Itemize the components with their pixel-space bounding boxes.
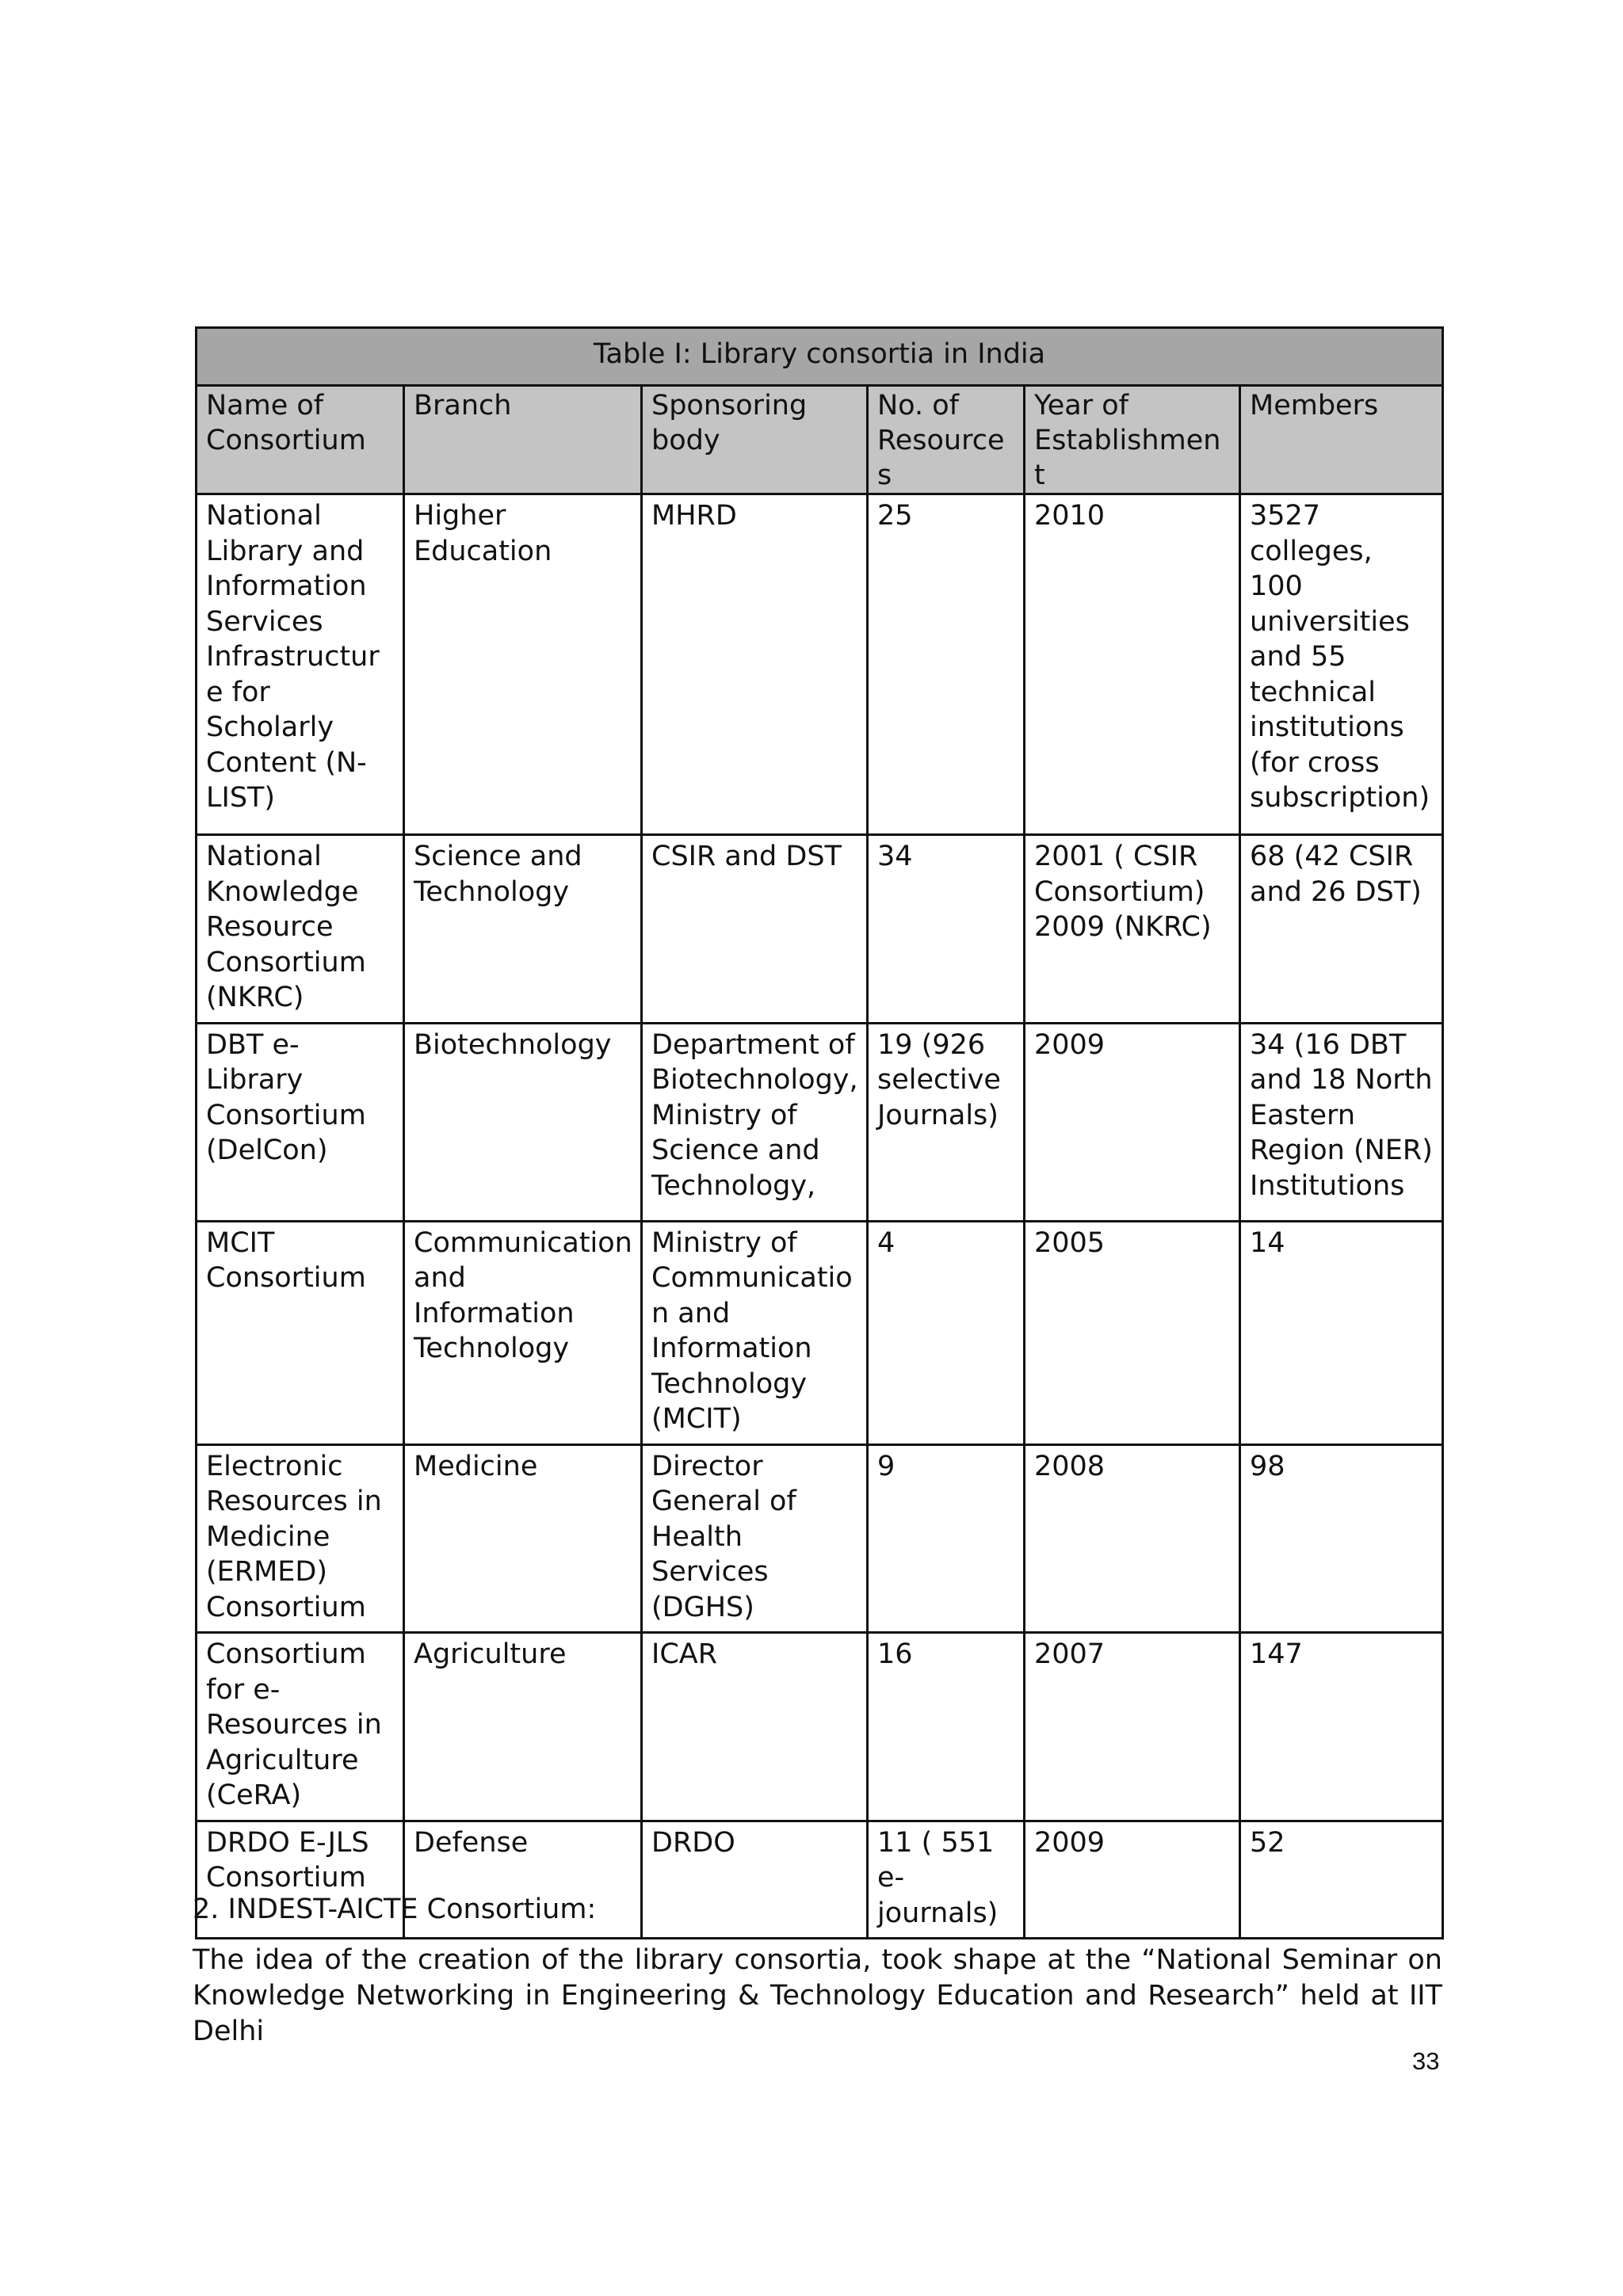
cell-branch: Science and Technology [404, 835, 642, 1024]
cell-resources: 4 [868, 1221, 1025, 1444]
header-name: Name of Consortium [197, 386, 404, 494]
cell-branch: Biotechnology [404, 1023, 642, 1221]
cell-year: 2009 [1025, 1023, 1240, 1221]
cell-name: Electronic Resources in Medicine (ERMED) Consortium [197, 1444, 404, 1633]
cell-sponsor: CSIR and DST [642, 835, 868, 1024]
cell-resources: 9 [868, 1444, 1025, 1633]
cell-branch: Medicine [404, 1444, 642, 1633]
table-row [197, 494, 1443, 835]
cell-resources: 25 [868, 494, 1025, 835]
cell-sponsor: Ministry of Communication and Information Technology (MCIT) [642, 1221, 868, 1444]
library-consortia-table [195, 326, 1444, 1939]
cell-resources: 19 (926 selective Journals) [868, 1023, 1025, 1221]
cell-sponsor: Director General of Health Services (DGHS) [642, 1444, 868, 1633]
cell-name: National Knowledge Resource Consortium (NKRC) [197, 835, 404, 1024]
cell-year: 2009 [1025, 1821, 1240, 1939]
header-sponsor: Sponsoring body [642, 386, 868, 494]
cell-name: Consortium for e-Resources in Agriculture (CeRA) [197, 1633, 404, 1821]
cell-year: 2007 [1025, 1633, 1240, 1821]
table-caption: Table I: Library consortia in India [197, 328, 1443, 386]
cell-members: 147 [1240, 1633, 1443, 1821]
cell-sponsor: Department of Biotechnology, Ministry of Science and Technology, [642, 1023, 868, 1221]
cell-year: 2010 [1025, 494, 1240, 835]
section-heading: 2. INDEST-AICTE Consortium: [193, 1894, 597, 1925]
cell-members: 34 (16 DBT and 18 North Eastern Region (NER) Institutions [1240, 1023, 1443, 1221]
cell-members: 52 [1240, 1821, 1443, 1939]
cell-name: DBT e-Library Consortium (DelCon) [197, 1023, 404, 1221]
table-header-row [197, 386, 1443, 494]
header-year: Year of Establishment [1025, 386, 1240, 494]
table-caption-row [197, 328, 1443, 386]
header-branch: Branch [404, 386, 642, 494]
table-row [197, 1633, 1443, 1821]
cell-resources: 34 [868, 835, 1025, 1024]
header-members: Members [1240, 386, 1443, 494]
cell-resources: 16 [868, 1633, 1025, 1821]
cell-sponsor: MHRD [642, 494, 868, 835]
cell-sponsor: ICAR [642, 1633, 868, 1821]
cell-name: National Library and Information Services Infrastructure for Scholarly Content (N-LIST) [197, 494, 404, 835]
page-number: 33 [1412, 2047, 1440, 2075]
cell-members: 98 [1240, 1444, 1443, 1633]
table-row [197, 1221, 1443, 1444]
cell-year: 2005 [1025, 1221, 1240, 1444]
cell-resources: 11 ( 551 e-journals) [868, 1821, 1025, 1939]
cell-year: 2008 [1025, 1444, 1240, 1633]
cell-members: 3527 colleges, 100 universities and 55 technical institutions (for cross subscription) [1240, 494, 1443, 835]
table-row [197, 835, 1443, 1024]
table-row [197, 1023, 1443, 1221]
section-paragraph: The idea of the creation of the library consortia, took shape at the “National Seminar on Knowledge Networking in Engineering & Technology Education and Research” held at IIT Delhi [193, 1944, 1442, 2047]
header-resources: No. of Resources [868, 386, 1025, 494]
cell-name: DRDO E-JLS Consortium [197, 1821, 404, 1939]
cell-branch: Communication and Information Technology [404, 1221, 642, 1444]
cell-name: MCIT Consortium [197, 1221, 404, 1444]
cell-members: 14 [1240, 1221, 1443, 1444]
cell-branch: Agriculture [404, 1633, 642, 1821]
cell-members: 68 (42 CSIR and 26 DST) [1240, 835, 1443, 1024]
cell-branch: Defense [404, 1821, 642, 1939]
cell-year: 2001 ( CSIR Consortium) 2009 (NKRC) [1025, 835, 1240, 1024]
cell-branch: Higher Education [404, 494, 642, 835]
cell-sponsor: DRDO [642, 1821, 868, 1939]
table-row [197, 1444, 1443, 1633]
